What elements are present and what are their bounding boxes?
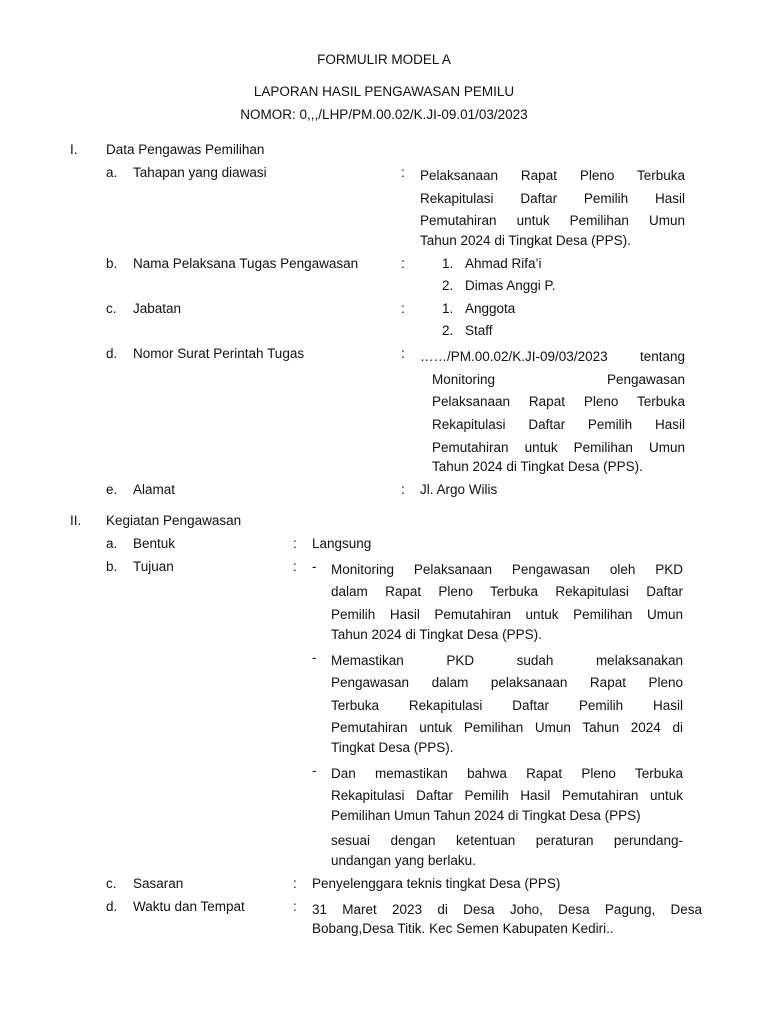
item-2a-label: Bentuk — [133, 536, 176, 551]
bullet-line: Pemilih Hasil Pemutahiran untuk Pemilihan Umun — [331, 607, 683, 622]
item-1d-letter: d. — [106, 346, 118, 361]
item-2c-colon: : — [293, 876, 297, 891]
item-1a-value-line: Rekapitulasi Daftar Pemilih Hasil — [420, 191, 685, 206]
bullet-line: Monitoring Pelaksanaan Pengawasan oleh PKD — [331, 562, 683, 577]
bullet-line: Terbuka Rekapitulasi Daftar Pemilih Hasil — [331, 698, 683, 713]
item-2a-value: Langsung — [312, 536, 372, 551]
list-item-number: 1. — [442, 256, 454, 271]
bullet-dash: - — [312, 559, 317, 574]
bullet-line: Tingkat Desa (PPS). — [331, 740, 454, 755]
item-2a-letter: a. — [106, 536, 118, 551]
section-1-number: I. — [70, 142, 78, 157]
item-1b-colon: : — [401, 256, 405, 271]
item-1b-label: Nama Pelaksana Tugas Pengawasan — [133, 256, 359, 271]
bullet-line: Pemutahiran untuk Pemilihan Umun Tahun 2024 di — [331, 720, 683, 735]
item-1d-value-line: Monitoring Pengawasan — [432, 372, 685, 387]
item-1e-colon: : — [401, 482, 405, 497]
bullet-line: Memastikan PKD sudah melaksanakan — [331, 653, 683, 668]
report-number: NOMOR: 0,,,/LHP/PM.00.02/K.JI-09.01/03/2023 — [240, 107, 528, 122]
item-1a-value-line: Pemutahiran untuk Pemilihan Umun — [420, 213, 685, 228]
bullet-line: sesuai dengan ketentuan peraturan perundang- — [331, 833, 683, 848]
list-item-text: Ahmad Rifa’i — [465, 256, 542, 271]
list-item-number: 2. — [442, 323, 454, 338]
list-item-number: 2. — [442, 278, 454, 293]
item-2d-colon: : — [293, 899, 297, 914]
list-item-number: 1. — [442, 301, 454, 316]
item-1e-letter: e. — [106, 482, 118, 497]
item-1d-value-line: Tahun 2024 di Tingkat Desa (PPS). — [432, 459, 643, 474]
item-2c-letter: c. — [106, 876, 117, 891]
report-title: LAPORAN HASIL PENGAWASAN PEMILU — [253, 84, 515, 99]
item-2d-label: Waktu dan Tempat — [133, 899, 245, 914]
bullet-line: Pengawasan dalam pelaksanaan Rapat Pleno — [331, 675, 683, 690]
item-1a-label: Tahapan yang diawasi — [133, 165, 267, 180]
list-item-text: Anggota — [465, 301, 516, 316]
bullet-line: Tahun 2024 di Tingkat Desa (PPS). — [331, 627, 542, 642]
item-1c-label: Jabatan — [133, 301, 182, 316]
section-2-title: Kegiatan Pengawasan — [106, 513, 242, 528]
item-1b-letter: b. — [106, 256, 118, 271]
item-1d-label: Nomor Surat Perintah Tugas — [133, 346, 305, 361]
list-item-text: Staff — [465, 323, 493, 338]
section-1-title: Data Pengawas Pemilihan — [106, 142, 265, 157]
bullet-dash: - — [312, 763, 317, 778]
item-2b-label: Tujuan — [133, 559, 174, 574]
item-2d-value-line: 31 Maret 2023 di Desa Joho, Desa Pagung, Desa — [312, 902, 702, 917]
bullet-line: dalam Rapat Pleno Terbuka Rekapitulasi Daftar — [331, 584, 683, 599]
item-1d-value-line: ……/PM.00.02/K.JI-09/03/2023 tentang — [420, 349, 685, 364]
bullet-line: Pemilihan Umun Tahun 2024 di Tingkat Desa (PPS) — [331, 808, 641, 823]
item-1a-value-line: Tahun 2024 di Tingkat Desa (PPS). — [420, 233, 631, 248]
item-1a-letter: a. — [106, 165, 118, 180]
form-title: FORMULIR MODEL A — [317, 52, 451, 67]
bullet-dash: - — [312, 650, 317, 665]
item-2c-label: Sasaran — [133, 876, 184, 891]
item-1d-value-line: Pelaksanaan Rapat Pleno Terbuka — [432, 394, 685, 409]
item-1e-value: Jl. Argo Wilis — [420, 482, 498, 497]
section-2-number: II. — [70, 513, 82, 528]
item-1c-colon: : — [401, 301, 405, 316]
item-1d-value-line: Rekapitulasi Daftar Pemilih Hasil — [432, 417, 685, 432]
item-2a-colon: : — [293, 536, 297, 551]
item-2d-value-line: Bobang,Desa Titik. Kec Semen Kabupaten Kediri.. — [312, 921, 614, 936]
item-1a-value-line: Pelaksanaan Rapat Pleno Terbuka — [420, 168, 685, 183]
item-1d-value-line: Pemutahiran untuk Pemilihan Umun — [432, 440, 685, 455]
item-2b-colon: : — [293, 559, 297, 574]
bullet-line: Rekapitulasi Daftar Pemilih Hasil Pemutahiran untuk — [331, 788, 683, 803]
bullet-line: Dan memastikan bahwa Rapat Pleno Terbuka — [331, 766, 683, 781]
item-1d-colon: : — [401, 346, 405, 361]
item-2b-letter: b. — [106, 559, 118, 574]
item-2c-value: Penyelenggara teknis tingkat Desa (PPS) — [312, 876, 561, 891]
item-1a-colon: : — [401, 165, 405, 180]
item-2d-letter: d. — [106, 899, 118, 914]
item-1e-label: Alamat — [133, 482, 176, 497]
list-item-text: Dimas Anggi P. — [465, 278, 556, 293]
item-1c-letter: c. — [106, 301, 117, 316]
bullet-line: undangan yang berlaku. — [331, 853, 476, 868]
